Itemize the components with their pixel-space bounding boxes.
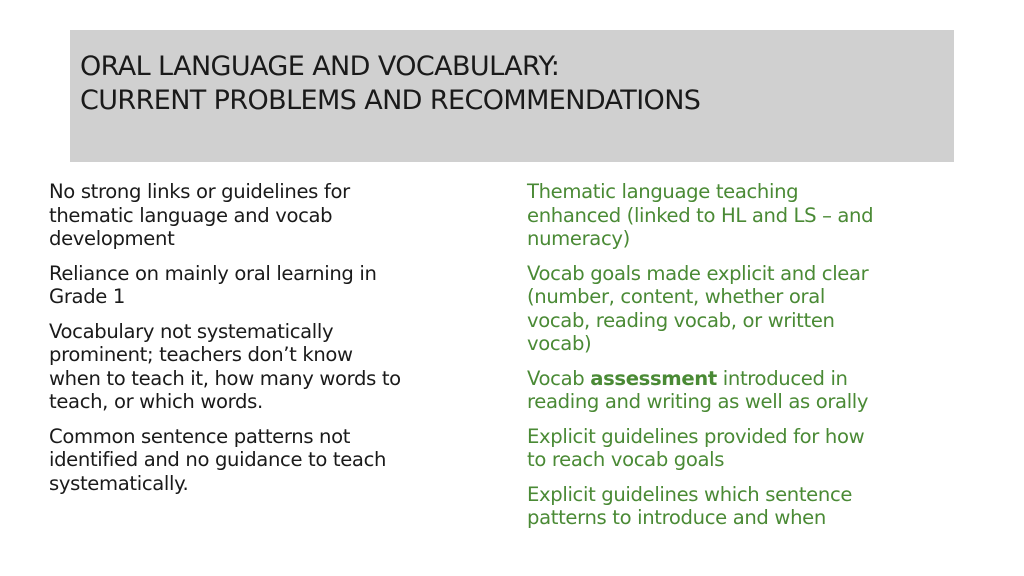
problem-line: identified and no guidance to teach	[49, 448, 387, 471]
problem-line: when to teach it, how many words to	[49, 366, 401, 390]
recommendation-line: to reach vocab goals	[527, 448, 725, 471]
recommendation-item	[527, 483, 967, 530]
problem-line: thematic language and vocab	[49, 203, 333, 227]
recommendation-item	[527, 425, 967, 472]
problem-line: teach, or which words.	[49, 390, 263, 413]
recommendation-line: numeracy)	[527, 227, 630, 250]
recommendation-line: patterns to introduce and when	[527, 506, 826, 529]
problem-item	[49, 180, 489, 251]
recommendation-item	[527, 180, 967, 251]
recommendation-emphasis: assessment	[590, 366, 717, 390]
recommendations-column	[527, 180, 967, 541]
recommendation-line: (number, content, whether oral	[527, 285, 825, 308]
recommendation-line: vocab)	[527, 332, 592, 355]
recommendation-line: Explicit guidelines which sentence	[527, 482, 853, 506]
recommendation-text: Vocab	[527, 366, 591, 390]
recommendation-text: introduced in	[716, 366, 848, 390]
problem-line: prominent; teachers don’t know	[49, 343, 353, 366]
problem-item	[49, 425, 489, 496]
problem-item	[49, 262, 489, 309]
slide-title-line-2: CURRENT PROBLEMS AND RECOMMENDATIONS	[80, 85, 701, 116]
recommendation-line: reading and writing as well as orally	[527, 390, 869, 413]
title-band	[70, 30, 954, 162]
recommendation-line: Explicit guidelines provided for how	[527, 424, 865, 448]
recommendation-item	[527, 262, 967, 356]
recommendation-line: Thematic language teaching	[527, 180, 799, 203]
problem-line: development	[49, 227, 175, 250]
recommendation-line: enhanced (linked to HL and LS – and	[527, 203, 874, 227]
recommendation-line	[527, 367, 967, 391]
problem-item	[49, 320, 489, 414]
recommendation-line: vocab, reading vocab, or written	[527, 308, 835, 332]
problem-line: Common sentence patterns not	[49, 424, 351, 448]
problem-line: No strong links or guidelines for	[49, 180, 350, 203]
recommendation-item	[527, 367, 967, 414]
problems-column	[49, 180, 489, 506]
problem-line: systematically.	[49, 471, 189, 495]
slide-title-line-1: ORAL LANGUAGE AND VOCABULARY:	[80, 51, 560, 82]
problem-line: Grade 1	[49, 285, 125, 308]
problem-line: Reliance on mainly oral learning in	[49, 261, 377, 285]
problem-line: Vocabulary not systematically	[49, 319, 334, 343]
recommendation-line: Vocab goals made explicit and clear	[527, 261, 869, 285]
